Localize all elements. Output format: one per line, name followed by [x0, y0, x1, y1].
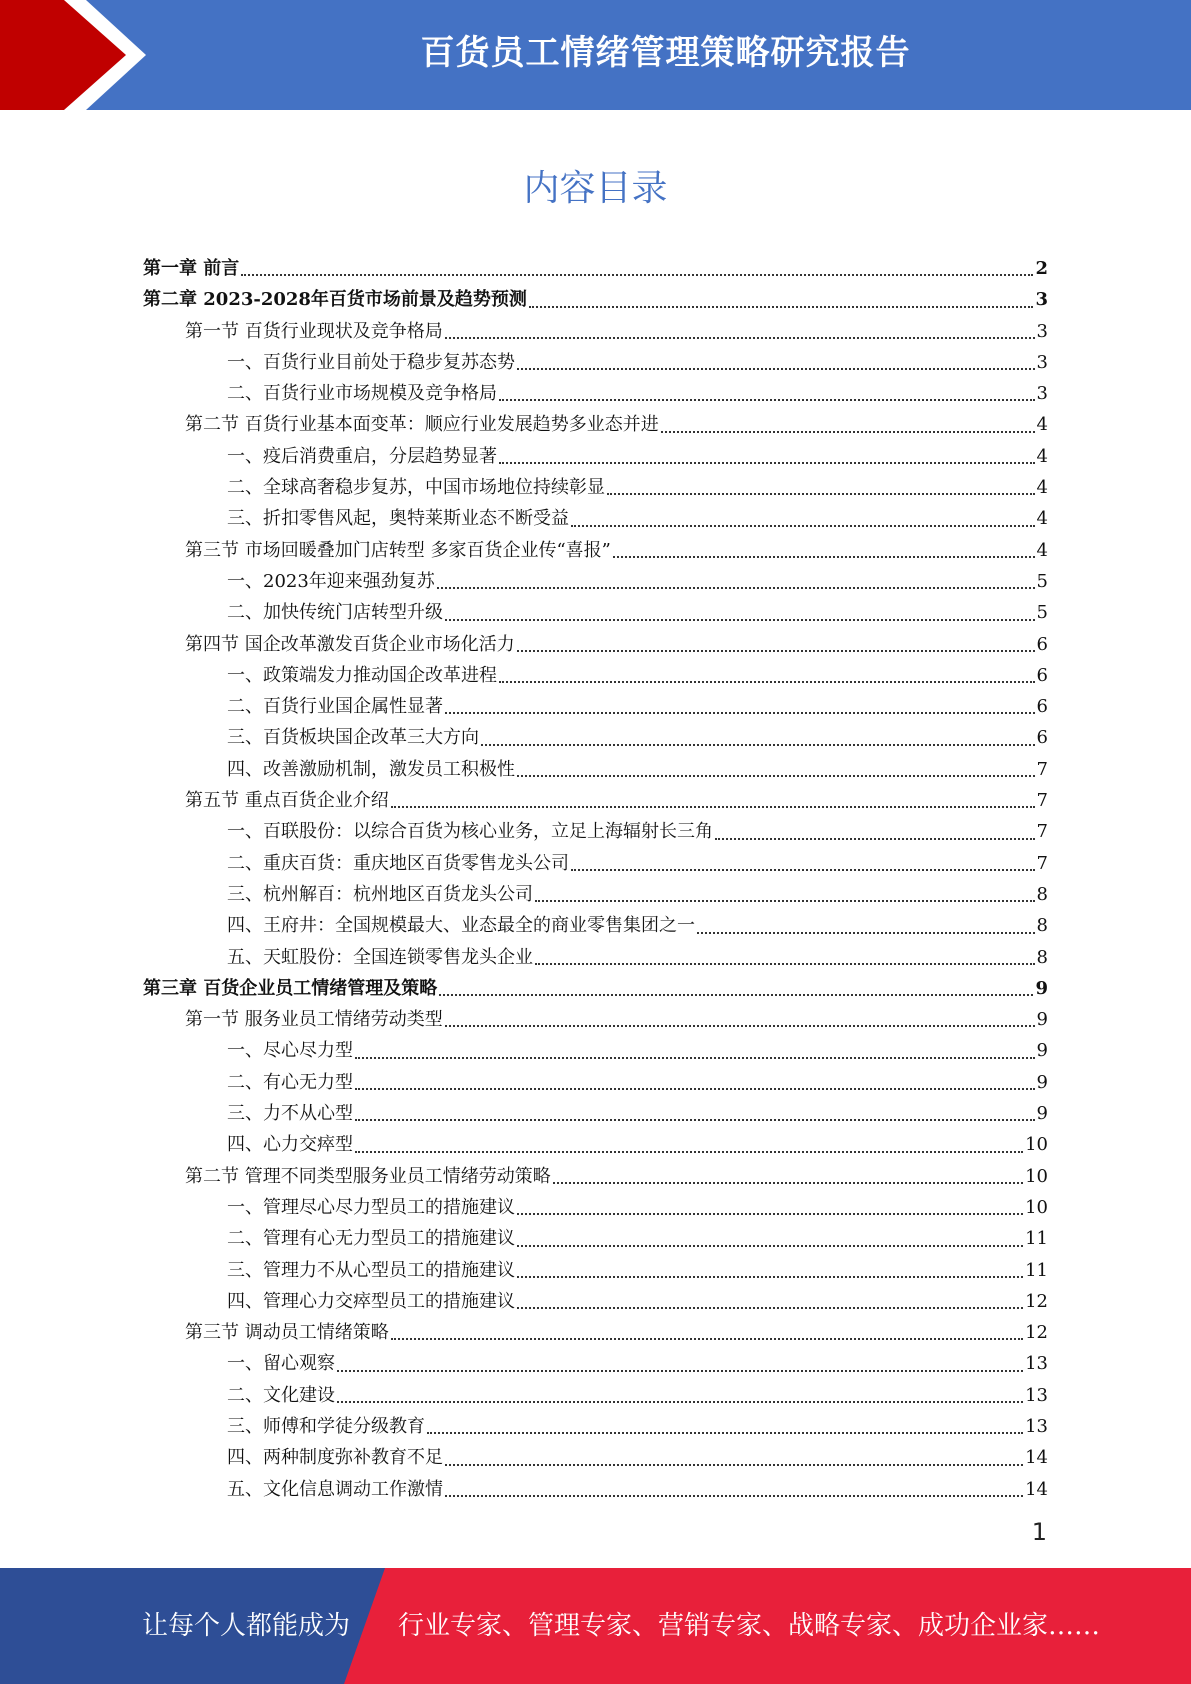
- toc-entry[interactable]: [143, 378, 1048, 409]
- toc-entry-page: 7: [1036, 758, 1048, 780]
- toc-dot-leader: [355, 1057, 1035, 1059]
- toc-entry[interactable]: [143, 284, 1048, 315]
- toc-dot-leader: [391, 806, 1035, 808]
- toc-entry-page: 10: [1025, 1165, 1048, 1187]
- toc-dot-leader: [445, 712, 1035, 714]
- toc-entry-title: 一、百货行业目前处于稳步复苏态势: [227, 351, 515, 373]
- toc-entry-page: 9: [1036, 1103, 1048, 1125]
- toc-entry-title: 第二章 2023-2028年百货市场前景及趋势预测: [143, 289, 527, 311]
- toc-dot-leader: [427, 1432, 1023, 1434]
- toc-entry-title: 第三节 市场回暖叠加门店转型 多家百货企业传“喜报”: [185, 539, 611, 561]
- toc-entry-page: 9: [1035, 977, 1048, 999]
- toc-entry-page: 7: [1036, 790, 1048, 812]
- toc-entry[interactable]: [143, 910, 1048, 941]
- toc-dot-leader: [241, 274, 1033, 276]
- toc-entry[interactable]: [143, 691, 1048, 722]
- toc-entry[interactable]: [143, 629, 1048, 660]
- toc-entry-title: 一、2023年迎来强劲复苏: [227, 570, 435, 592]
- toc-dot-leader: [517, 368, 1035, 370]
- toc-entry[interactable]: [143, 754, 1048, 785]
- toc-dot-leader: [355, 1151, 1023, 1153]
- toc-dot-leader: [715, 838, 1035, 840]
- header-chevron-decoration: [0, 0, 160, 110]
- toc-entry-page: 6: [1036, 664, 1048, 686]
- toc-entry-title: 第五节 重点百货企业介绍: [185, 790, 389, 812]
- toc-entry-page: 6: [1036, 633, 1048, 655]
- page-header-band: [0, 0, 1191, 110]
- toc-entry-title: 第一节 服务业员工情绪劳动类型: [185, 1009, 443, 1031]
- toc-dot-leader: [517, 1213, 1023, 1215]
- toc-dot-leader: [517, 650, 1035, 652]
- toc-entry-page: 8: [1036, 915, 1048, 937]
- toc-entry-title: 一、管理尽心尽力型员工的措施建议: [227, 1196, 515, 1218]
- toc-entry[interactable]: [143, 1004, 1048, 1035]
- toc-entry[interactable]: [143, 1474, 1048, 1505]
- toc-entry[interactable]: [143, 1411, 1048, 1442]
- toc-entry-page: 3: [1036, 351, 1048, 373]
- toc-dot-leader: [499, 399, 1035, 401]
- toc-dot-leader: [437, 587, 1035, 589]
- toc-entry-page: 9: [1036, 1040, 1048, 1062]
- toc-entry-title: 三、折扣零售风起，奥特莱斯业态不断受益: [227, 508, 569, 530]
- toc-entry-title: 二、重庆百货：重庆地区百货零售龙头公司: [227, 852, 569, 874]
- toc-dot-leader: [613, 556, 1035, 558]
- toc-entry-page: 3: [1036, 320, 1048, 342]
- toc-entry[interactable]: [143, 472, 1048, 503]
- toc-entry-title: 五、天虹股份：全国连锁零售龙头企业: [227, 946, 533, 968]
- toc-entry[interactable]: [143, 848, 1048, 879]
- toc-dot-leader: [337, 1370, 1023, 1372]
- toc-entry-page: 4: [1036, 477, 1048, 499]
- toc-dot-leader: [535, 963, 1035, 965]
- toc-entry-page: 9: [1036, 1009, 1048, 1031]
- toc-entry[interactable]: [143, 535, 1048, 566]
- toc-dot-leader: [553, 1182, 1023, 1184]
- toc-entry-page: 12: [1025, 1290, 1048, 1312]
- toc-dot-leader: [517, 1307, 1023, 1309]
- table-of-contents: [143, 253, 1048, 1505]
- toc-entry[interactable]: [143, 1067, 1048, 1098]
- toc-entry-page: 2: [1035, 258, 1048, 279]
- toc-entry[interactable]: [143, 973, 1048, 1004]
- toc-dot-leader: [535, 900, 1035, 902]
- toc-entry[interactable]: [143, 1286, 1048, 1317]
- toc-entry-page: 6: [1036, 696, 1048, 718]
- toc-entry-title: 二、百货行业国企属性显著: [227, 696, 443, 718]
- toc-entry-title: 二、有心无力型: [227, 1071, 353, 1093]
- toc-entry[interactable]: [143, 942, 1048, 973]
- toc-entry-title: 三、杭州解百：杭州地区百货龙头公司: [227, 883, 533, 905]
- toc-entry[interactable]: [143, 253, 1048, 284]
- toc-entry-title: 第一节 百货行业现状及竞争格局: [185, 320, 443, 342]
- report-title: 百货员工情绪管理策略研究报告: [420, 33, 911, 73]
- toc-entry-title: 第一章 前言: [143, 258, 240, 279]
- toc-entry-title: 第二节 百货行业基本面变革：顺应行业发展趋势多业态并进: [185, 414, 659, 436]
- toc-entry-title: 二、文化建设: [227, 1384, 335, 1406]
- toc-dot-leader: [445, 1495, 1023, 1497]
- toc-entry-title: 四、改善激励机制，激发员工积极性: [227, 758, 515, 780]
- toc-entry[interactable]: [143, 879, 1048, 910]
- toc-dot-leader: [571, 869, 1035, 871]
- toc-entry-page: 3: [1035, 289, 1048, 311]
- toc-entry[interactable]: [143, 1035, 1048, 1066]
- toc-entry-title: 一、尽心尽力型: [227, 1040, 353, 1062]
- toc-entry-page: 5: [1036, 602, 1048, 624]
- toc-dot-leader: [337, 1401, 1023, 1403]
- toc-entry-title: 四、心力交瘁型: [227, 1134, 353, 1156]
- toc-entry-title: 二、百货行业市场规模及竞争格局: [227, 383, 497, 405]
- toc-entry-page: 5: [1036, 570, 1048, 592]
- toc-entry-title: 四、两种制度弥补教育不足: [227, 1447, 443, 1469]
- toc-dot-leader: [445, 619, 1035, 621]
- toc-entry[interactable]: [143, 1442, 1048, 1473]
- toc-entry-page: 8: [1036, 883, 1048, 905]
- toc-entry[interactable]: [143, 441, 1048, 472]
- toc-dot-leader: [355, 1119, 1035, 1121]
- toc-entry[interactable]: [143, 597, 1048, 628]
- toc-entry-page: 6: [1036, 727, 1048, 749]
- toc-entry[interactable]: [143, 1223, 1048, 1254]
- toc-dot-leader: [529, 306, 1034, 308]
- toc-dot-leader: [517, 1276, 1023, 1278]
- toc-entry-page: 14: [1025, 1478, 1048, 1500]
- toc-entry[interactable]: [143, 566, 1048, 597]
- toc-entry-title: 四、管理心力交瘁型员工的措施建议: [227, 1290, 515, 1312]
- toc-entry-title: 一、留心观察: [227, 1353, 335, 1375]
- toc-entry-page: 3: [1036, 383, 1048, 405]
- toc-entry[interactable]: [143, 503, 1048, 534]
- toc-entry-page: 13: [1025, 1415, 1048, 1437]
- toc-entry[interactable]: [143, 347, 1048, 378]
- toc-entry-title: 第三章 百货企业员工情绪管理及策略: [143, 977, 438, 999]
- toc-dot-leader: [445, 1025, 1035, 1027]
- toc-entry-page: 10: [1025, 1134, 1048, 1156]
- toc-dot-leader: [445, 1464, 1023, 1466]
- toc-entry[interactable]: [143, 1129, 1048, 1160]
- toc-entry-title: 三、百货板块国企改革三大方向: [227, 727, 479, 749]
- toc-entry-title: 二、管理有心无力型员工的措施建议: [227, 1228, 515, 1250]
- toc-entry[interactable]: [143, 1161, 1048, 1192]
- toc-dot-leader: [445, 337, 1035, 339]
- toc-entry-page: 13: [1025, 1353, 1048, 1375]
- toc-entry[interactable]: [143, 316, 1048, 347]
- toc-entry-title: 第四节 国企改革激发百货企业市场化活力: [185, 633, 515, 655]
- toc-dot-leader: [661, 431, 1035, 433]
- toc-entry-title: 第二节 管理不同类型服务业员工情绪劳动策略: [185, 1165, 551, 1187]
- toc-entry-page: 7: [1036, 821, 1048, 843]
- toc-entry[interactable]: [143, 1317, 1048, 1348]
- toc-entry-title: 一、政策端发力推动国企改革进程: [227, 664, 497, 686]
- toc-entry-page: 8: [1036, 946, 1048, 968]
- toc-dot-leader: [607, 493, 1035, 495]
- toc-dot-leader: [481, 744, 1035, 746]
- toc-entry[interactable]: [143, 1380, 1048, 1411]
- toc-entry-title: 四、王府井：全国规模最大、业态最全的商业零售集团之一: [227, 915, 695, 937]
- toc-dot-leader: [391, 1338, 1023, 1340]
- toc-entry-page: 4: [1036, 445, 1048, 467]
- toc-entry-page: 11: [1025, 1259, 1048, 1281]
- toc-dot-leader: [517, 775, 1035, 777]
- toc-entry-page: 13: [1025, 1384, 1048, 1406]
- toc-entry-page: 10: [1025, 1196, 1048, 1218]
- toc-entry-page: 4: [1036, 508, 1048, 530]
- toc-entry-page: 14: [1025, 1447, 1048, 1469]
- footer-slogan-right: 行业专家、管理专家、营销专家、战略专家、成功企业家……: [398, 1611, 1101, 1641]
- toc-dot-leader: [517, 1245, 1023, 1247]
- toc-dot-leader: [697, 932, 1035, 934]
- toc-entry-title: 一、百联股份：以综合百货为核心业务，立足上海辐射长三角: [227, 821, 713, 843]
- toc-entry[interactable]: [143, 1098, 1048, 1129]
- toc-entry[interactable]: [143, 722, 1048, 753]
- toc-entry-title: 三、管理力不从心型员工的措施建议: [227, 1259, 515, 1281]
- toc-entry-title: 二、加快传统门店转型升级: [227, 602, 443, 624]
- toc-dot-leader: [499, 681, 1035, 683]
- page-number: 1: [1031, 1518, 1047, 1546]
- toc-entry-title: 一、疫后消费重启，分层趋势显著: [227, 445, 497, 467]
- toc-entry[interactable]: [143, 660, 1048, 691]
- toc-entry-title: 二、全球高奢稳步复苏，中国市场地位持续彰显: [227, 477, 605, 499]
- toc-dot-leader: [355, 1088, 1035, 1090]
- toc-entry-title: 三、师傅和学徒分级教育: [227, 1415, 425, 1437]
- toc-dot-leader: [499, 462, 1035, 464]
- toc-entry-page: 4: [1036, 539, 1048, 561]
- toc-entry-page: 7: [1036, 852, 1048, 874]
- toc-entry-title: 第三节 调动员工情绪策略: [185, 1322, 389, 1344]
- toc-dot-leader: [439, 994, 1033, 996]
- toc-entry[interactable]: [143, 1348, 1048, 1379]
- toc-entry-page: 12: [1025, 1322, 1048, 1344]
- toc-heading: 内容目录: [523, 168, 668, 209]
- footer-slogan-left: 让每个人都能成为: [142, 1611, 351, 1641]
- page-footer-band: [0, 1568, 1191, 1684]
- toc-entry[interactable]: [143, 409, 1048, 440]
- toc-entry-title: 三、力不从心型: [227, 1103, 353, 1125]
- toc-entry[interactable]: [143, 1255, 1048, 1286]
- toc-dot-leader: [571, 525, 1035, 527]
- toc-entry-page: 11: [1025, 1228, 1048, 1250]
- toc-entry[interactable]: [143, 816, 1048, 847]
- toc-entry[interactable]: [143, 1192, 1048, 1223]
- toc-entry[interactable]: [143, 785, 1048, 816]
- toc-entry-page: 4: [1036, 414, 1048, 436]
- toc-entry-title: 五、文化信息调动工作激情: [227, 1478, 443, 1500]
- toc-entry-page: 9: [1036, 1071, 1048, 1093]
